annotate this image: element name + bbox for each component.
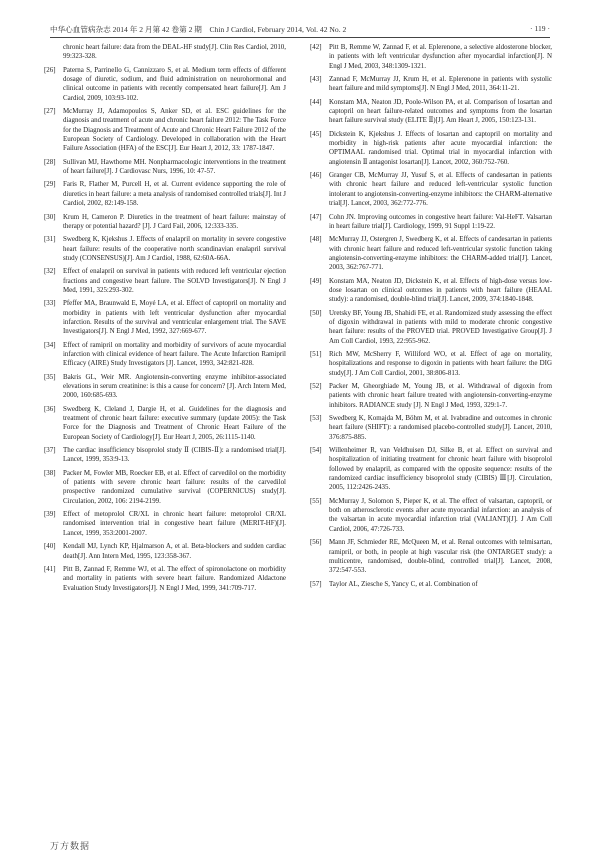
reference-entry: [44, 65, 286, 103]
reference-text: Cohn JN. Improving outcomes in congestive heart failure: Val-HeFT. Valsartan in heart failure trial[J]. Cardiology, 1999, 91 Suppl 1:19-22.: [329, 212, 552, 230]
reference-text: chronic heart failure: data from the DEAL-HF study[J]. Clin Res Cardiol, 2010, 99:323-328.: [63, 43, 286, 61]
reference-text: Pfeffer MA, Braunwald E, Moyé LA, et al. Effect of captopril on mortality and morbidity in patients with left ventricular dysfunction after myocardial infarction. Results of the survival and ventricular enlargement trial. The SAVE Investigators[J]. N Engl J Med, 1992, 327:669-677.: [63, 299, 286, 336]
reference-number: [49]: [310, 276, 322, 285]
reference-entry: [44, 267, 286, 295]
reference-text: Rich MW, McSherry F, Williford WO, et al. Effect of age on mortality, hospitalizations and response to digoxin in patients with heart failure: the DIG study[J]. J Am Coll Cardiol, 2001, 38:806-813.: [329, 349, 552, 377]
reference-number: [44]: [310, 97, 322, 106]
journal-citation-line: 中华心血管病杂志 2014 年 2 月第 42 卷第 2 期 Chin J Cardiol, February 2014, Vol. 42 No. 2: [50, 25, 347, 34]
reference-text: Faris R, Flather M, Purcell H, et al. Current evidence supporting the role of diuretics in heart failure: a meta analysis of randomised controlled trials[J]. Int J Cardiol, 2002, 82:149-158.: [63, 180, 286, 208]
reference-entry: [44, 542, 286, 561]
footer-watermark: 万方数据: [50, 841, 91, 851]
reference-entry: [44, 404, 286, 442]
page-number: · 119 ·: [530, 24, 550, 33]
reference-entry: [310, 129, 552, 167]
reference-column-right: [310, 43, 552, 593]
reference-column-left: [44, 43, 286, 597]
reference-entry: [310, 276, 552, 305]
reference-number: [40]: [44, 542, 56, 551]
reference-entry: [44, 340, 286, 369]
reference-text: Packer M, Fowler MB, Roecker EB, et al. Effect of carvedilol on the morbidity of patients with severe chronic heart failure: results of the carvedilol prospective randomized cumulative survival (COPERNICUS) study[J]. Circulation, 2002, 106: 2194-2199.: [63, 468, 286, 505]
reference-entry: [44, 235, 286, 263]
reference-number: [52]: [310, 382, 322, 390]
reference-text: Pitt B, Remme W, Zannad F, et al. Eplerenone, a selective aldosterone blocker, in patients with left ventricular dysfunction after myocardial infarction[J]. N Engl J Med, 2003, 348:1309-1321.: [329, 43, 552, 70]
reference-entry: [310, 446, 552, 493]
reference-text: Konstam MA, Neaton JD, Poole-Wilson PA, et al. Comparison of losartan and captopril on heart failure-related outcomes and symptoms from the losartan heart failure survival study (ELITE Ⅱ)[J]. Am Heart J, 2005, 150:123-131.: [329, 97, 552, 125]
reference-number: [43]: [310, 75, 322, 84]
reference-number: [41]: [44, 564, 56, 573]
reference-entry: [50, 43, 286, 62]
reference-text: Krum H, Cameron P. Diuretics in the treatment of heart failure: mainstay of therapy or potential hazard? [J]. J Card Fail, 2006, 12:333-335.: [63, 212, 286, 230]
reference-entry: [44, 299, 286, 336]
reference-text: Taylor AL, Ziesche S, Yancy C, et al. Combination of: [329, 579, 478, 588]
reference-entry: [310, 97, 552, 126]
reference-entry: [310, 171, 552, 208]
reference-entry: [310, 349, 552, 378]
reference-text: Swedberg K, Cleland J, Dargie H, et al. Guidelines for the diagnosis and treatment of chronic heart failure: executive summary (update 2005): the Task Force for the Diagnosis and Treatment of Chronic Heart Failure of the European Society of Cardiology[J]. Eur Heart J, 2005, 26:1115-1140.: [63, 404, 286, 441]
reference-number: [50]: [310, 308, 322, 317]
reference-entry: [310, 235, 552, 272]
reference-entry: [310, 414, 552, 442]
reference-number: [28]: [44, 157, 56, 166]
reference-text: Effect of ramipril on mortality and morbidity of survivors of acute myocardial infarction with clinical evidence of heart failure. The Acute Infarction Ramipril Efficacy (AIRE) Study Investigators [J]. Lancet, 1993, 342:821-828.: [63, 340, 286, 368]
reference-entry: [44, 446, 286, 465]
reference-number: [55]: [310, 496, 322, 505]
reference-entry: [310, 382, 552, 410]
reference-text: The cardiac insufficiency bisoprolol study Ⅱ (CIBIS-Ⅱ): a randomised trial[J]. Lancet, 1999, 353:9-13.: [63, 446, 286, 464]
reference-entry: [44, 372, 286, 401]
reference-text: Dickstein K, Kjekshus J. Effects of losartan and captopril on mortality and morbidity in high-risk patients after acute myocardial infarction: the OPTIMAAL randomised trial. Optimal trial in myocardial infarction with angiotensin Ⅱ antagonist losartan[J]. Lancet, 2002, 360:752-760.: [329, 129, 552, 166]
reference-text: Mann JF, Schmieder RE, McQueen M, et al. Renal outcomes with telmisartan, ramipril, or both, in people at high vascular risk (the ONTARGET study): a multicentre, randomised, double-blind, controlled trial[J]. Lancet, 2008, 372:547-553.: [329, 538, 552, 575]
reference-number: [48]: [310, 235, 322, 244]
reference-text: Zannad F, McMurray JJ, Krum H, et al. Eplerenone in patients with systolic heart failure and mild symptoms[J]. N Engl J Med, 2011, 364:11-21.: [329, 75, 552, 93]
reference-number: [37]: [44, 446, 56, 455]
reference-text: Uretsky BF, Young JB, Shahidi FE, et al. Randomized study assessing the effect of digoxin withdrawal in patients with mild to moderate chronic congestive heart failure: results of the PROVED trial. PROVED Investigative Group[J]. J Am Coll Cardiol, 1993, 22:955-962.: [329, 308, 552, 345]
reference-number: [36]: [44, 404, 56, 413]
reference-number: [53]: [310, 414, 322, 423]
reference-entry: [44, 180, 286, 208]
reference-number: [27]: [44, 107, 56, 116]
reference-number: [26]: [44, 65, 56, 74]
reference-number: [29]: [44, 180, 56, 189]
reference-text: McMurray JJ, Ostergren J, Swedberg K, et al. Effects of candesartan in patients with chronic heart failure and reduced left-ventricular systolic function taking angiotensin-converting-enzyme inhibitors: the CHARM-added trial[J]. Lancet, 2003, 362:767-771.: [329, 235, 552, 272]
reference-number: [51]: [310, 349, 322, 358]
reference-number: [45]: [310, 129, 322, 138]
reference-number: [42]: [310, 43, 322, 51]
reference-entry: [310, 75, 552, 94]
reference-entry: [310, 496, 552, 534]
reference-number: [34]: [44, 340, 56, 349]
reference-number: [30]: [44, 212, 56, 221]
reference-text: Bakris GL, Weir MR. Angiotensin-converting enzyme inhibitor-associated elevations in serum creatinine: is this a cause for concern? [J]. Arch Intern Med, 2000, 160:685-693.: [63, 372, 286, 400]
reference-number: [33]: [44, 299, 56, 308]
reference-text: Swedberg K, Komajda M, Böhm M, et al. Ivabradine and outcomes in chronic heart failure (SHIFT): a randomised placebo-controlled study[J]. Lancet, 2010, 376:875-885.: [329, 414, 552, 441]
reference-text: Granger CB, McMurray JJ, Yusuf S, et al. Effects of candesartan in patients with chronic heart failure and reduced left-ventricular systolic function intolerant to angiotensin-converting-enzyme inhibitors: the CHARM-alternative trial[J]. Lancet, 2003, 362:772-776.: [329, 171, 552, 208]
reference-number: [56]: [310, 538, 322, 547]
reference-text: McMurray J, Solomon S, Pieper K, et al. The effect of valsartan, captopril, or both on atherosclerotic events after acute myocardial infarction: an analysis of the valsartan in acute myocardial infarction trial (VALIANT)[J]. J Am Coll Cardiol, 2006, 47:726-733.: [329, 496, 552, 533]
reference-text: Willenheimer R, van Veldhuisen DJ, Silke B, et al. Effect on survival and hospitalization of initiating treatment for chronic heart failure with bisoprolol followed by enalapril, as compared with the opposite sequence: results of the randomized cardiac insufficiency bisoprolol study (CIBIS) Ⅲ[J]. Circulation, 2005, 112:2426-2435.: [329, 446, 552, 492]
reference-text: Konstam MA, Neaton JD, Dickstein K, et al. Effects of high-dose versus low-dose losartan on clinical outcomes in patients with heart failure (HEAAL study): a randomised, double-blind trial[J]. Lancet, 2009, 374:1840-1848.: [329, 276, 552, 304]
reference-entry: [44, 564, 286, 593]
reference-entry: [44, 107, 286, 154]
reference-entry: [44, 212, 286, 232]
reference-number: [32]: [44, 267, 56, 276]
reference-entry: [310, 212, 552, 232]
reference-text: Packer M, Gheorghiade M, Young JB, et al. Withdrawal of digoxin from patients with chronic heart failure treated with angiotensin-converting-enzyme inhibitors. RADIANCE study [J]. N Engl J Med, 1993, 329:1-7.: [329, 382, 552, 409]
reference-number: [35]: [44, 372, 56, 381]
reference-entry: [44, 468, 286, 506]
reference-number: [38]: [44, 468, 56, 477]
reference-text: Kendall MJ, Lynch KP, Hjalmarson A, et al. Beta-blockers and sudden cardiac death[J]. Ann Intern Med, 1995, 123:358-367.: [63, 542, 286, 560]
reference-text: Pitt B, Zannad F, Remme WJ, et al. The effect of spironolactone on morbidity and mortality in patients with severe heart failure. Randomized Aldactone Evaluation Study Investigators[J]. N Engl J Med, 1999, 341:709-717.: [63, 564, 286, 592]
reference-entry: [44, 157, 286, 177]
reference-text: Effect of enalapril on survival in patients with reduced left ventricular ejection fractions and congestive heart failure. The SOLVD Investigators[J]. N Engl J Med, 1991, 325:293-302.: [63, 267, 286, 294]
header-rule: [50, 37, 550, 38]
reference-text: McMurray JJ, Adamopoulos S, Anker SD, et al. ESC guidelines for the diagnosis and treatment of acute and chronic heart failure 2012: The Task Force for the Diagnosis and Treatment of Acute and Chronic Heart Failure 2012 of the European Society of Cardiology. Developed in collaboration with the Heart Failure Association (HFA) of the ESC[J]. Eur Heart J, 2012, 33: 1787-1847.: [63, 107, 286, 153]
reference-number: [47]: [310, 212, 322, 221]
reference-entry: [310, 579, 552, 589]
reference-number: [46]: [310, 171, 322, 180]
reference-text: Sullivan MJ, Hawthorne MH. Nonpharmacologic interventions in the treatment of heart failure[J]. J Cardiovasc Nurs, 1996, 10: 47-57.: [63, 157, 286, 176]
reference-number: [54]: [310, 446, 322, 455]
reference-entry: [310, 308, 552, 346]
reference-text: Effect of metoprolol CR/XL in chronic heart failure: metoprolol CR/XL randomised intervention trial in congestive heart failure (MERIT-HF)[J]. Lancet, 1999, 353:2001-2007.: [63, 510, 286, 537]
reference-number: [57]: [310, 579, 322, 588]
reference-entry: [44, 510, 286, 538]
reference-number: [39]: [44, 510, 56, 519]
reference-entry: [310, 43, 552, 71]
reference-entry: [310, 538, 552, 575]
reference-text: Paterna S, Parrinello G, Cannizzaro S, et al. Medium term effects of different dosage of diuretic, sodium, and fluid administration on neurohormonal and clinical outcome in patients with recently compensated heart failure[J]. Am J Cardiol, 2009, 103:93-102.: [63, 65, 286, 102]
reference-text: Swedberg K, Kjekshus J. Effects of enalapril on mortality in severe congestive heart failure: results of the cooperative north scandinavian enalapril survival study (CONSENSUS)[J]. Am J Cardiol, 1988, 62:60A-66A.: [63, 235, 286, 262]
reference-number: [31]: [44, 235, 56, 244]
